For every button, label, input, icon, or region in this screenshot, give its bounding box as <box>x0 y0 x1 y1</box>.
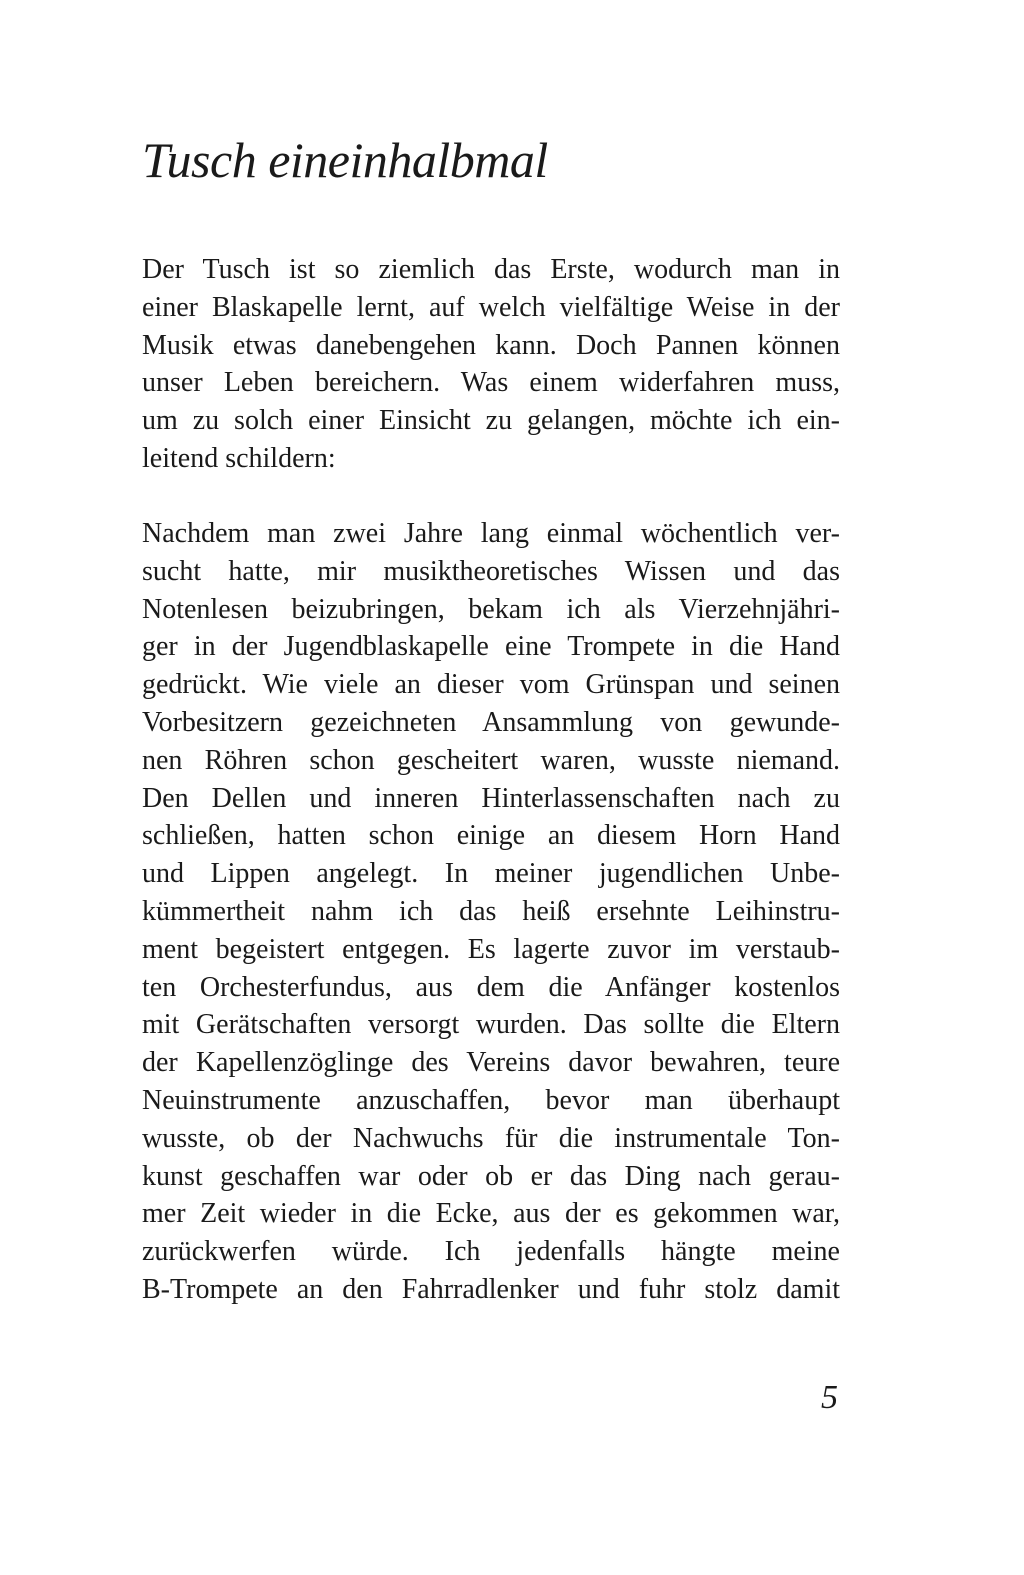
paragraph-line: Neuinstrumente anzuschaffen, bevor man überhaupt <box>142 1084 840 1116</box>
paragraph-line: und Lippen angelegt. In meiner jugendlichen Unbe- <box>142 858 840 890</box>
paragraph-line: Den Dellen und inneren Hinterlassenschaften nach zu <box>142 782 840 814</box>
paragraph-line: Nachdem man zwei Jahre lang einmal wöchentlich ver- <box>142 518 840 549</box>
page-number: 5 <box>821 1379 838 1416</box>
paragraph-line: einer Blaskapelle lernt, auf welch vielfältige Weise in der <box>142 291 840 323</box>
chapter-title: Tusch eineinhalbmal <box>142 132 548 188</box>
paragraph-line: gedrückt. Wie viele an dieser vom Grünspan und seinen <box>142 669 840 701</box>
paragraph-line: mit Gerätschaften versorgt wurden. Das sollte die Eltern <box>142 1009 840 1041</box>
paragraph-line: leitend schildern: <box>142 442 336 474</box>
paragraph-line: unser Leben bereichern. Was einem widerfahren muss, <box>142 367 840 399</box>
paragraph-line: nen Röhren schon gescheitert waren, wusste niemand. <box>142 744 840 776</box>
paragraph-line: ten Orchesterfundus, aus dem die Anfänger kostenlos <box>142 971 840 1003</box>
paragraph-line: Notenlesen beizubringen, bekam ich als Vierzehnjähri- <box>142 593 840 625</box>
paragraph-line: Der Tusch ist so ziemlich das Erste, wodurch man in <box>142 254 840 285</box>
paragraph-1 <box>142 251 840 478</box>
paragraph-line: wusste, ob der Nachwuchs für die instrumentale Ton- <box>142 1122 840 1154</box>
paragraph-line: mer Zeit wieder in die Ecke, aus der es gekommen war, <box>142 1198 840 1230</box>
paragraph-line: ment begeistert entgegen. Es lagerte zuvor im verstaub- <box>142 933 840 965</box>
paragraph-line: der Kapellenzöglinge des Vereins davor bewahren, teure <box>142 1047 840 1079</box>
paragraph-line: schließen, hatten schon einige an diesem Horn Hand <box>142 820 840 852</box>
paragraph-line: ger in der Jugendblaskapelle eine Trompete in die Hand <box>142 631 840 663</box>
paragraph-line: zurückwerfen würde. Ich jedenfalls hängte meine <box>142 1236 840 1268</box>
paragraph-line: um zu solch einer Einsicht zu gelangen, möchte ich ein- <box>142 405 840 437</box>
paragraph-line: sucht hatte, mir musiktheoretisches Wissen und das <box>142 555 840 587</box>
paragraph-line: B-Trompete an den Fahrradlenker und fuhr stolz damit <box>142 1273 840 1305</box>
paragraph-line: Vorbesitzern gezeichneten Ansammlung von gewunde- <box>142 706 840 738</box>
paragraph-line: kunst geschaffen war oder ob er das Ding nach gerau- <box>142 1160 840 1192</box>
paragraph-line: Musik etwas danebengehen kann. Doch Pannen können <box>142 329 840 361</box>
paragraph-line: kümmertheit nahm ich das heiß ersehnte Leihinstru- <box>142 895 840 927</box>
paragraph-2 <box>142 515 840 1309</box>
